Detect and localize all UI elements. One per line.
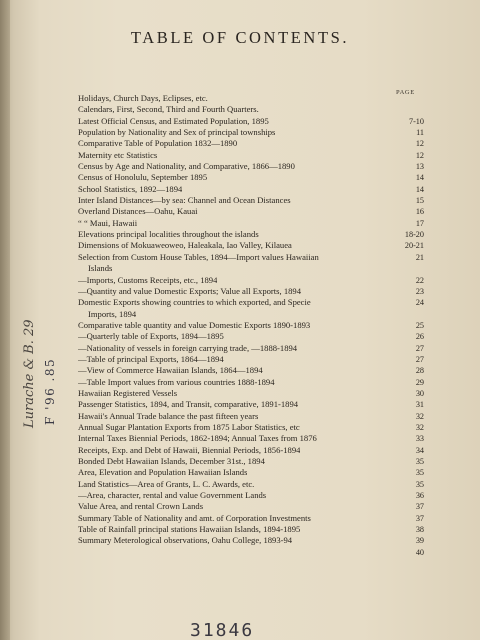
toc-entry-page: 16 (415, 207, 424, 217)
toc-entry (78, 320, 424, 331)
toc-entry (78, 275, 424, 286)
toc-entry-page: 35 (415, 457, 424, 466)
toc-entry (78, 343, 424, 354)
toc-entry (78, 172, 424, 183)
toc-entry-title: Population by Nationality and Sex of principal townships (78, 127, 276, 138)
toc-entry-title: Census of Honolulu, September 1895 (78, 172, 208, 183)
toc-entry-page: 14 (415, 173, 424, 183)
toc-entry (78, 150, 424, 161)
toc-entry (78, 331, 424, 342)
toc-entry (78, 309, 424, 320)
toc-trailing-page (78, 547, 424, 558)
toc-entry-title: Hawaiian Registered Vessels (78, 387, 178, 398)
toc-entry-page: 25 (415, 320, 424, 330)
toc-entry-title: Inter Island Distances—by sea: Channel and Ocean Distances (78, 195, 291, 206)
toc-entry (78, 184, 424, 195)
toc-entry-page: 7-10 (408, 116, 424, 126)
toc-entry-page: 24 (415, 298, 424, 308)
toc-entry (78, 195, 424, 206)
toc-entry-title: Selection from Custom House Tables, 1894—Import values Hawaiian (78, 251, 319, 262)
toc-entry (78, 501, 424, 512)
toc-entry (78, 467, 424, 478)
toc-entry (78, 422, 424, 433)
toc-entry-title: Domestic Exports showing countries to which exported, and Specie (78, 297, 311, 308)
toc-entry-title: Annual Sugar Plantation Exports from 1875 Labor Statistics, etc (78, 421, 300, 432)
toc-entry (78, 218, 424, 229)
toc-entry-title: Overland Distances—Oahu, Kauai (78, 206, 198, 217)
toc-entry-title: Elevations principal localities throughout the islands (78, 229, 259, 240)
toc-entry-page: 30 (415, 388, 424, 398)
toc-entry-title: Table of Rainfall principal stations Hawaiian Islands, 1894-1895 (78, 524, 301, 535)
toc-entry-title: Imports, 1894 (88, 308, 137, 319)
toc-entry (78, 138, 424, 149)
toc-entry-page: 39 (415, 536, 424, 546)
accession-number: 31846 (190, 620, 255, 640)
toc-entry-page: 35 (415, 468, 424, 478)
toc-entry (78, 535, 424, 546)
library-date-stamp-text: F '96 .85 (43, 357, 57, 425)
toc-entry-title: —Table Import values from various countries 1888-1894 (78, 376, 275, 387)
toc-entry-title: Receipts, Exp. and Debt of Hawaii, Biennial Periods, 1856-1894 (78, 444, 301, 455)
toc-entry-page: 22 (415, 275, 424, 285)
toc-entry-title: Comparative table quantity and value Domestic Exports 1890-1893 (78, 319, 311, 330)
toc-entry-title: —Imports, Customs Receipts, etc., 1894 (78, 274, 218, 285)
toc-entry (78, 388, 424, 399)
toc-entry-title: Summary Table of Nationality and amt. of Corporation Investments (78, 512, 311, 523)
toc-entry (78, 524, 424, 535)
toc-entry (78, 93, 424, 104)
toc-entry-page: 17 (415, 218, 424, 228)
toc-entry (78, 206, 424, 217)
toc-entry (78, 433, 424, 444)
page-title: TABLE OF CONTENTS. (130, 28, 350, 47)
toc-entry-page: 27 (415, 354, 424, 364)
toc-entry-page: 20-21 (404, 241, 424, 251)
toc-entry-title: School Statistics, 1892—1894 (78, 183, 183, 194)
toc-entry-page: 23 (415, 286, 424, 296)
toc-entry (78, 229, 424, 240)
toc-entry-title: Land Statistics—Area of Grants, L. C. Awards, etc. (78, 478, 255, 489)
toc-entry-title: Dimensions of Mokuaweoweo, Haleakala, Iao Valley, Kilauea (78, 240, 292, 251)
toc-entry-page: 11 (416, 128, 424, 138)
toc-entry (78, 161, 424, 172)
toc-entry-title: Holidays, Church Days, Eclipses, etc. (78, 93, 208, 103)
toc-entry-page: 18-20 (404, 230, 424, 240)
toc-entry (78, 286, 424, 297)
toc-entry-title: Calendars, First, Second, Third and Fourth Quarters. (78, 104, 259, 115)
toc-entry-title: Passenger Statistics, 1894, and Transit, comparative, 1891-1894 (78, 399, 299, 410)
toc-entry-page: 12 (415, 139, 424, 149)
toc-entry-title: Islands (88, 263, 113, 274)
toc-entry-title: —Table of principal Exports, 1864—1894 (78, 353, 224, 364)
toc-entry-title: —Area, character, rental and value Government Lands (78, 490, 267, 501)
toc-entry-page: 14 (415, 184, 424, 194)
toc-entry (78, 104, 424, 115)
page-column-label: PAGE (396, 89, 415, 96)
toc-entry-title: Maternity etc Statistics (78, 149, 158, 160)
toc-entry-title: Latest Official Census, and Estimated Population, 1895 (78, 115, 269, 126)
toc-entry-title: Internal Taxes Biennial Periods, 1862-1894; Annual Taxes from 1876 (78, 433, 317, 444)
toc-entry-page: 37 (415, 502, 424, 512)
toc-entry-title: Value Area, and rental Crown Lands (78, 501, 204, 512)
toc-entry-page: 33 (415, 434, 424, 444)
book-binding-edge (0, 0, 10, 640)
toc-entry-page: 27 (415, 343, 424, 353)
toc-entry-title: Bonded Debt Hawaiian Islands, December 31st., 1894 (78, 456, 265, 466)
toc-entry-page: 12 (415, 150, 424, 160)
toc-entry-title: “ “ Maui, Hawaii (78, 217, 138, 228)
toc-entry-page: 29 (415, 377, 424, 387)
toc-entry-page: 15 (415, 196, 424, 206)
toc-entry (78, 445, 424, 456)
toc-entry (78, 399, 424, 410)
toc-entry (78, 116, 424, 127)
toc-entry-title: —Quarterly table of Exports, 1894—1895 (78, 331, 224, 342)
toc-entry (78, 365, 424, 376)
toc-entry-page: 37 (415, 513, 424, 523)
toc-entry (78, 479, 424, 490)
toc-entry-title: Hawaii's Annual Trade balance the past fifteen years (78, 410, 259, 421)
toc-entry-page: 32 (415, 411, 424, 421)
toc-entry-page: 31 (415, 400, 424, 410)
toc-entry-page: 32 (415, 422, 424, 432)
toc-entry (78, 252, 424, 263)
toc-entry-page: 38 (415, 525, 424, 535)
toc-entry-page: 36 (415, 491, 424, 501)
toc-entry (78, 377, 424, 388)
toc-entry-title: —Nationality of vessels in foreign carrying trade, —1888-1894 (78, 342, 298, 353)
toc-entry-title: —Quantity and value Domestic Exports; Value all Exports, 1894 (78, 285, 302, 296)
toc-entry-page: 13 (415, 162, 424, 172)
toc-entry-page: 21 (415, 252, 424, 262)
toc-entry (78, 456, 424, 467)
toc-entry (78, 127, 424, 138)
toc-entry (78, 354, 424, 365)
table-of-contents-list (78, 93, 424, 558)
toc-entry-title: Summary Meterological observations, Oahu College, 1893-94 (78, 535, 293, 546)
toc-entry (78, 263, 424, 274)
toc-entry-title: Comparative Table of Population 1832—1890 (78, 138, 238, 149)
handwritten-note-text: Lurache & B. 29 (22, 319, 37, 428)
toc-entry (78, 297, 424, 308)
toc-entry-page: 28 (415, 366, 424, 376)
toc-entry-page: 40 (415, 547, 424, 557)
toc-entry-title: —View of Commerce Hawaiian Islands, 1864—1894 (78, 365, 263, 376)
toc-entry-page: 35 (415, 479, 424, 489)
toc-entry-title: Area, Elevation and Population Hawaiian Islands (78, 467, 248, 478)
toc-entry-page: 26 (415, 332, 424, 342)
toc-entry-title: Census by Age and Nationality, and Comparative, 1866—1890 (78, 161, 295, 172)
toc-entry (78, 411, 424, 422)
toc-entry-page: 34 (415, 445, 424, 455)
toc-entry (78, 240, 424, 251)
toc-entry (78, 513, 424, 524)
toc-entry (78, 490, 424, 501)
